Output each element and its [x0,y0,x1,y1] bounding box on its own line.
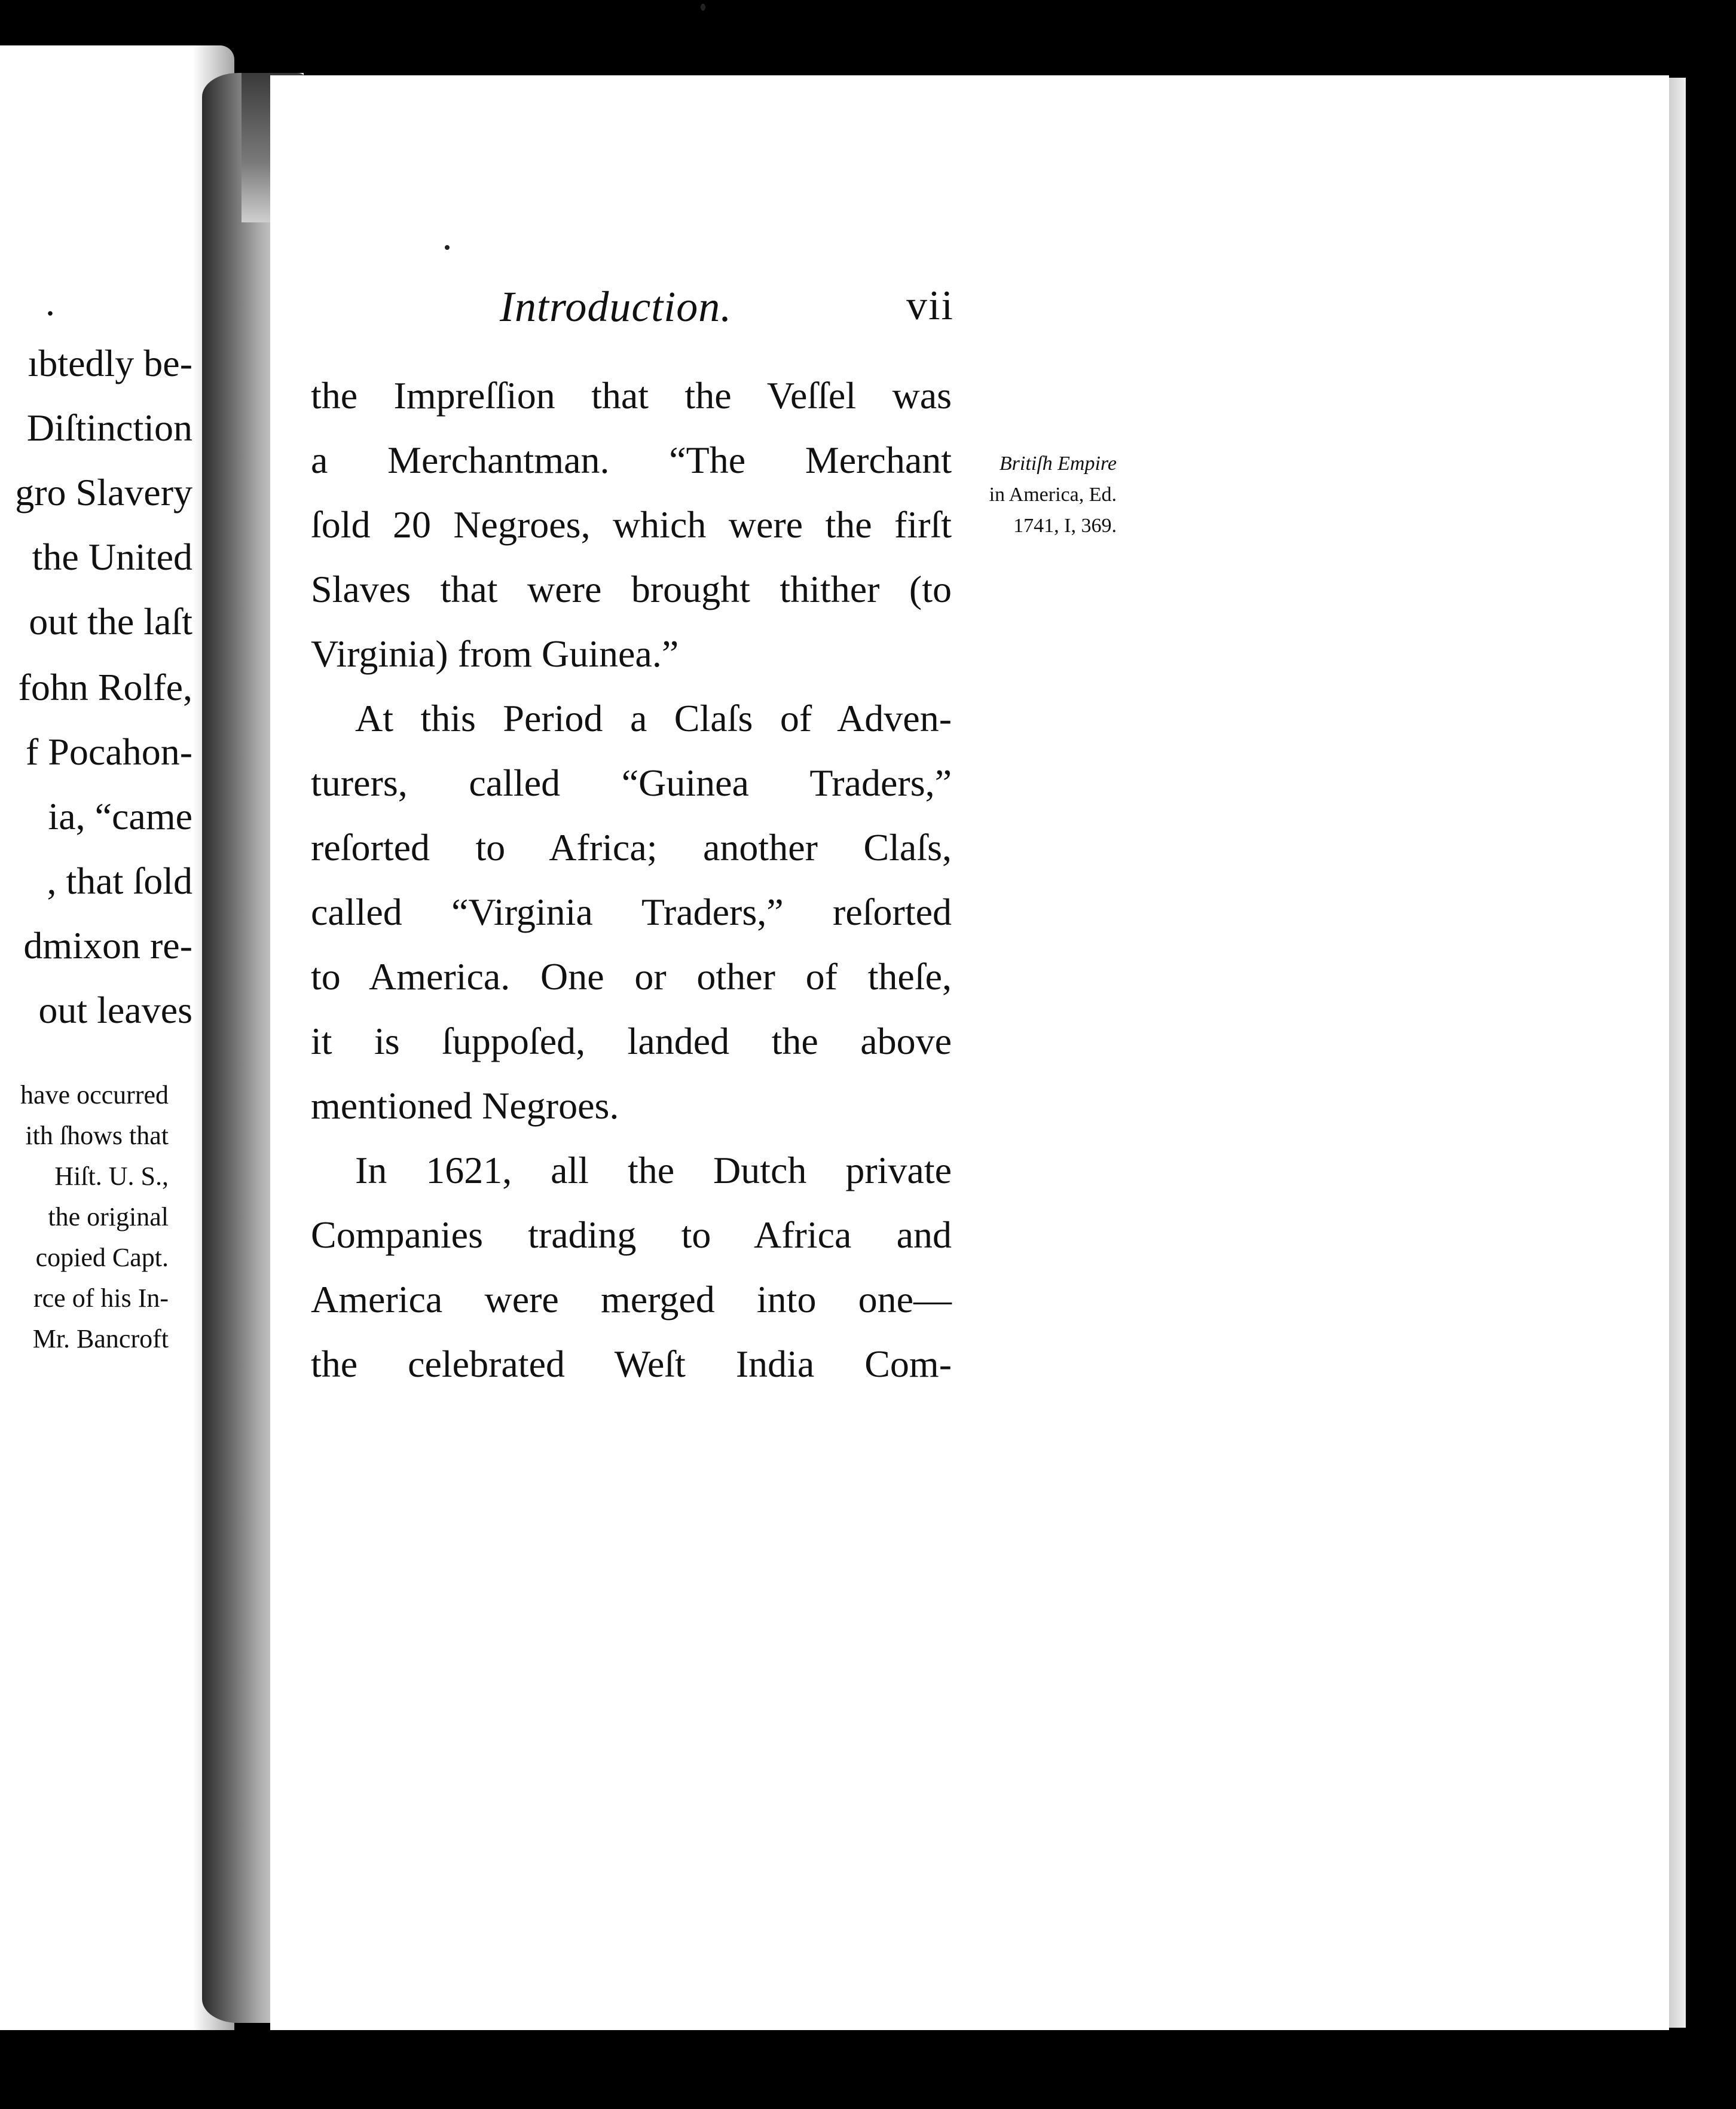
text-line: turers, called “Guinea Traders,” [311,762,952,804]
left-line: fohn Rolfe, [18,666,192,708]
text-line: America were merged into one— [311,1278,952,1321]
text-line: Virginia) from Guinea.” [311,632,679,675]
text-line: to America. One or other of theſe, [311,955,952,998]
text-line: Companies trading to Africa and [311,1214,952,1256]
marginal-note-line: in America, Ed. [989,484,1117,506]
left-line: out the laſt [29,600,192,643]
text-line: mentioned Negroes. [311,1084,619,1127]
left-note-line: Hiſt. U. S., [54,1162,169,1191]
marginal-note-line: 1741, I, 369. [1013,515,1117,537]
page-number: vii [906,283,954,329]
left-note-line: rce of his In- [33,1283,169,1313]
text-line: At this Period a Claſs of Adven- [355,697,952,739]
left-line: , that ſold [47,860,192,902]
left-line: ıbtedly be- [27,342,192,384]
text-line: In 1621, all the Dutch private [355,1149,952,1191]
left-line: gro Slavery [15,471,192,514]
left-note-line: copied Capt. [35,1243,169,1272]
left-note-line: the original [48,1202,169,1231]
left-line: out leaves [38,989,192,1031]
left-line: f Pocahon- [25,730,192,773]
left-note-line: Mr. Bancroft [32,1324,169,1353]
text-line: a Merchantman. “The Merchant [311,439,952,481]
dust-speck [445,245,450,250]
right-page-edge [1669,78,1686,2028]
text-line: called “Virginia Traders,” reſorted [311,891,952,933]
text-line: Slaves that were brought thither (to [311,568,952,610]
running-head [500,282,954,336]
text-line: ſold 20 Negroes, which were the firſt [311,503,952,546]
text-line: the Impreſſion that the Veſſel was [311,374,952,417]
left-line: Diſtinction [26,406,192,449]
dust-speck [701,4,705,11]
left-note-line: ith ſhows that [25,1121,169,1150]
text-line: reſorted to Africa; another Claſs, [311,826,952,869]
left-line: . [45,281,55,323]
left-line: the United [32,536,192,578]
text-line: it is ſuppoſed, landed the above [311,1020,952,1062]
left-line: ia, “came [48,795,192,838]
marginal-note-line: Britiſh Empire [999,453,1117,475]
running-title: Introduction. [500,283,732,331]
left-page-fragment [0,45,234,2030]
text-line: the celebrated Weſt India Com- [311,1343,952,1385]
body-text [311,363,952,1396]
marginal-note [955,448,1117,542]
left-line: dmixon re- [23,924,192,967]
left-note-line: have occurred [20,1080,169,1109]
